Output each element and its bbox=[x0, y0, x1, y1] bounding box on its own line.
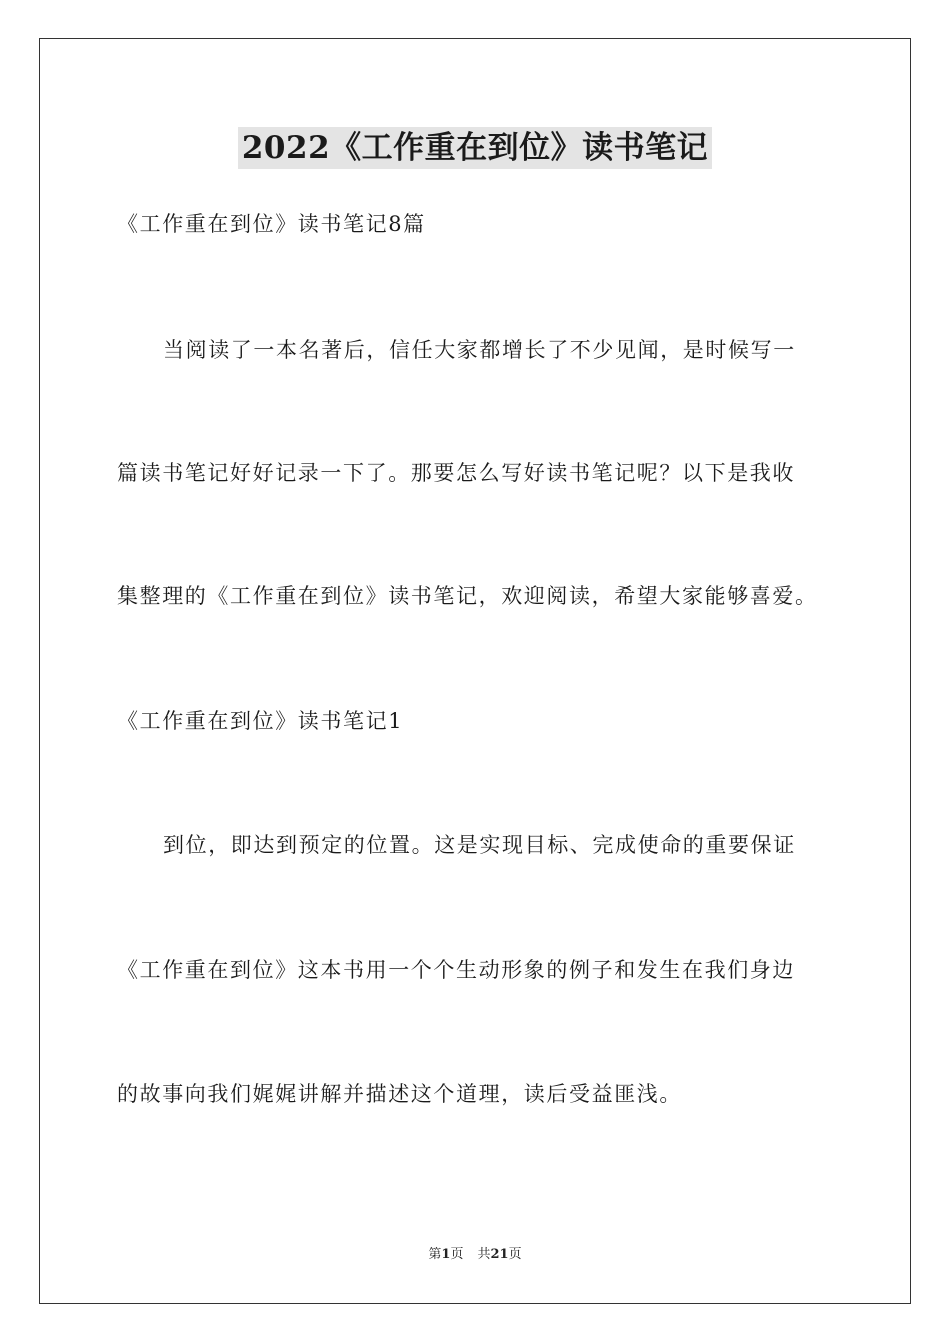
paragraph-line: 《工作重在到位》这本书用一个个生动形象的例子和发生在我们身边 bbox=[117, 958, 795, 982]
paragraph-line: 篇读书笔记好好记录一下了。那要怎么写好读书笔记呢？以下是我收 bbox=[117, 461, 795, 485]
total-prefix: 共 bbox=[477, 1247, 491, 1262]
page-number: 1 bbox=[441, 1247, 451, 1262]
page-suffix: 页 bbox=[450, 1247, 464, 1262]
total-pages: 21 bbox=[490, 1247, 509, 1262]
paragraph-line: 的故事向我们娓娓讲解并描述这个道理，读后受益匪浅。 bbox=[117, 1082, 682, 1106]
page-footer bbox=[0, 1246, 950, 1264]
total-suffix: 页 bbox=[508, 1247, 522, 1262]
paragraph-line: 集整理的《工作重在到位》读书笔记，欢迎阅读，希望大家能够喜爱。 bbox=[117, 584, 818, 608]
title-container bbox=[0, 127, 950, 169]
paragraph-line: 当阅读了一本名著后，信任大家都增长了不少见闻，是时候写一 bbox=[163, 338, 796, 362]
document-title: 2022《工作重在到位》读书笔记 bbox=[238, 127, 712, 169]
section-heading: 《工作重在到位》读书笔记1 bbox=[117, 709, 404, 733]
page-prefix: 第 bbox=[428, 1247, 442, 1262]
paragraph-line: 到位，即达到预定的位置。这是实现目标、完成使命的重要保证 bbox=[163, 833, 796, 857]
subtitle-line: 《工作重在到位》读书笔记8篇 bbox=[117, 212, 426, 236]
